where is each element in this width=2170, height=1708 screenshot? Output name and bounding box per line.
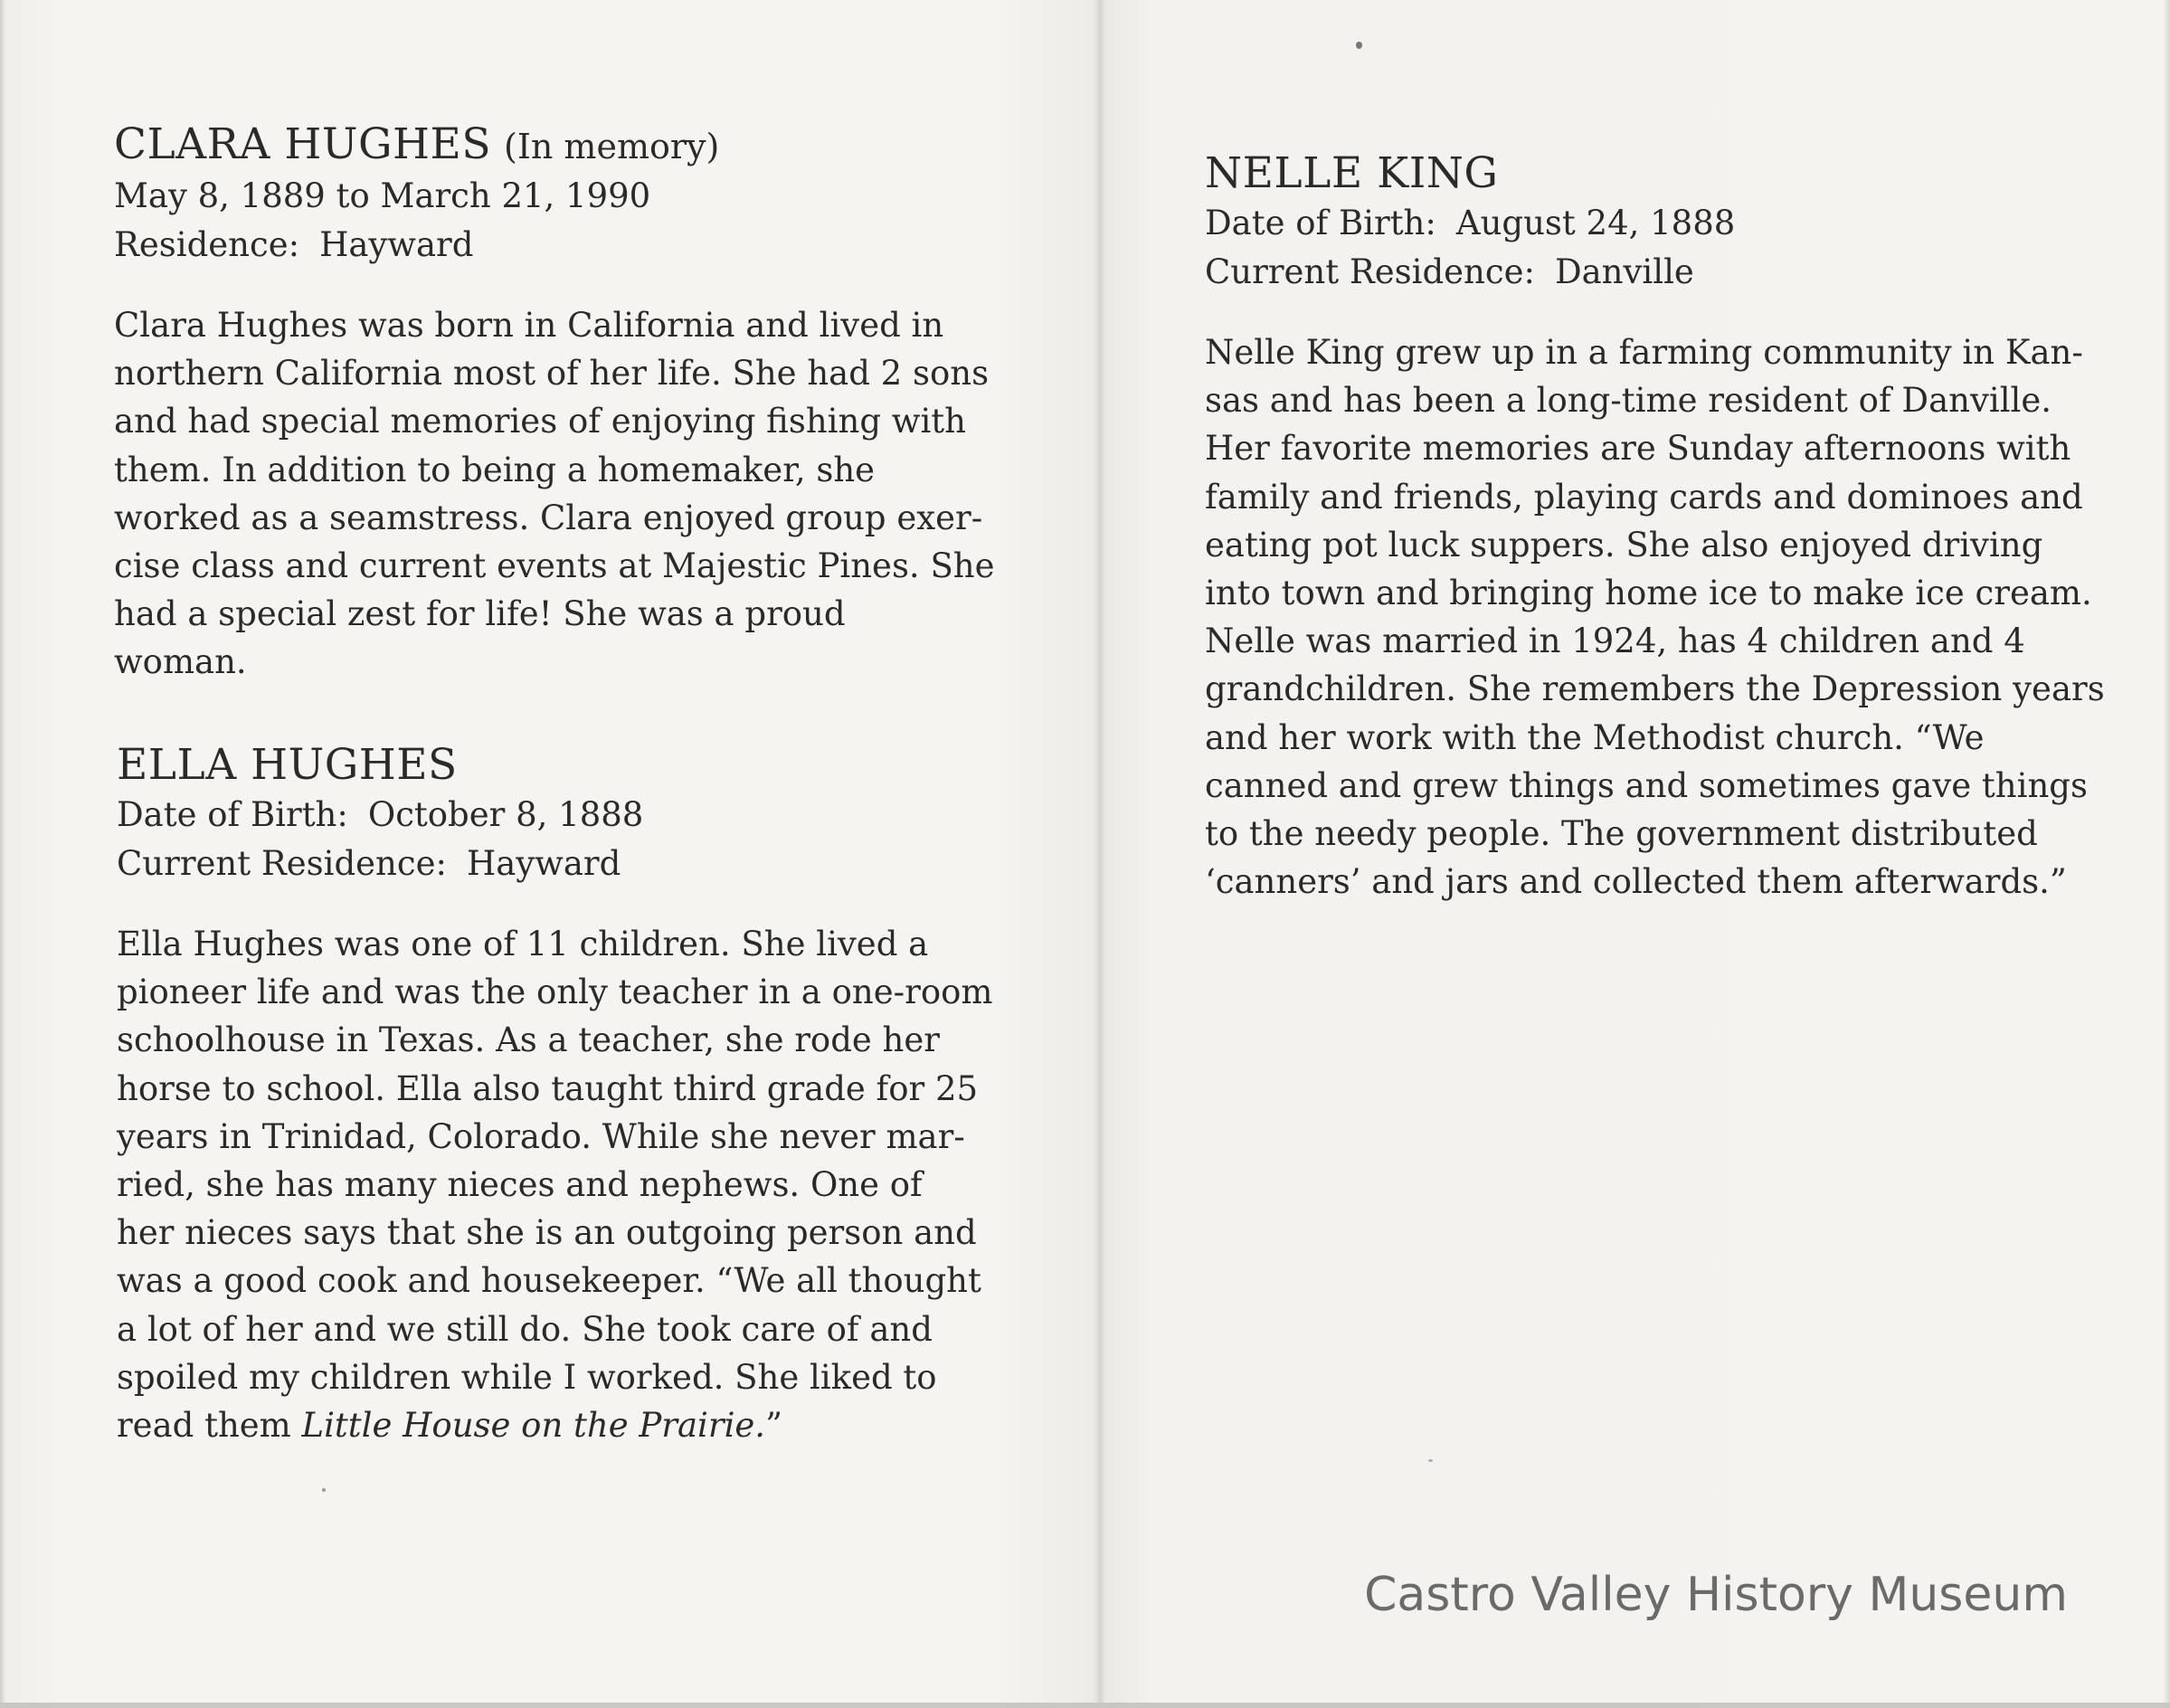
entry-name xyxy=(1205,148,2105,199)
bio-line: them. In addition to being a homemaker, she xyxy=(114,450,876,489)
bio-line: canned and grew things and sometimes gave things xyxy=(1205,765,2088,805)
left-page-edge xyxy=(0,0,5,1708)
bio-line: northern California most of her life. She had 2 sons xyxy=(114,354,990,394)
bio-line: her nieces says that she is an outgoing person and xyxy=(117,1213,977,1253)
book-title: Little House on the Prairie. xyxy=(301,1406,766,1446)
bio-line: ‘canners’ and jars and collected them afterwards.” xyxy=(1205,862,2067,902)
bio-line: cise class and current events at Majestic Pines. She xyxy=(114,546,995,586)
bio-line: horse to school. Ella also taught third grade for 25 xyxy=(117,1068,979,1108)
bio-line: ried, she has many nieces and nephews. One of xyxy=(117,1165,923,1205)
bio-line: to the needy people. The government distributed xyxy=(1205,814,2038,854)
bio-line: sas and has been a long-time resident of Danville. xyxy=(1205,381,2052,421)
paper-speck xyxy=(1356,42,1362,49)
closing-quote: ” xyxy=(765,1406,782,1446)
entry-name-text: NELLE KING xyxy=(1205,148,1499,198)
entry-name xyxy=(117,740,992,791)
bio-line: years in Trinidad, Colorado. While she never mar- xyxy=(117,1116,965,1156)
right-page-edge xyxy=(2163,0,2170,1708)
dates-text: May 8, 1889 to March 21, 1990 xyxy=(114,176,651,215)
bio-line-prefix: read them xyxy=(117,1406,302,1446)
birth-date-label: Date of Birth: xyxy=(1205,204,1436,242)
entry-residence xyxy=(1205,248,2105,297)
paper-speck xyxy=(322,1488,326,1492)
residence-value: Danville xyxy=(1554,252,1694,291)
bio-line: worked as a seamstress. Clara enjoyed group exer- xyxy=(114,498,983,537)
residence-value: Hayward xyxy=(466,844,621,883)
paper-speck xyxy=(1428,1459,1433,1462)
residence-label: Current Residence: xyxy=(1205,252,1535,291)
entry-biography xyxy=(1205,328,2105,906)
birth-date-value: August 24, 1888 xyxy=(1455,204,1736,242)
bio-line: had a special zest for life! She was a proud xyxy=(114,594,846,634)
entry-dates xyxy=(114,172,995,221)
bio-line: schoolhouse in Texas. As a teacher, she rode her xyxy=(117,1020,940,1060)
bio-line: Clara Hughes was born in California and lived in xyxy=(114,306,944,345)
bio-line: Nelle was married in 1924, has 4 children and 4 xyxy=(1205,622,2025,661)
entry-birth-date xyxy=(1205,199,2105,248)
bio-line: into town and bringing home ice to make ice cream. xyxy=(1205,574,2092,613)
museum-watermark: Castro Valley History Museum xyxy=(1364,1568,2068,1622)
entry-name xyxy=(114,119,995,172)
entry-residence xyxy=(114,221,995,270)
entry-nelle-king xyxy=(1205,148,2105,906)
residence-label: Current Residence: xyxy=(117,844,447,883)
entry-name-text: ELLA HUGHES xyxy=(117,740,458,790)
entry-name-text: CLARA HUGHES xyxy=(114,119,492,169)
bio-line: a lot of her and we still do. She took care of and xyxy=(117,1309,933,1349)
bio-line: eating pot luck suppers. She also enjoyed driving xyxy=(1205,525,2043,565)
entry-clara-hughes xyxy=(114,119,995,687)
entry-ella-hughes xyxy=(117,740,992,1449)
birth-date-label: Date of Birth: xyxy=(117,795,348,834)
page-gutter xyxy=(1092,0,1106,1708)
bottom-page-edge xyxy=(0,1703,2170,1708)
bio-line: spoiled my children while I worked. She liked to xyxy=(117,1357,937,1397)
bio-line: woman. xyxy=(114,642,247,682)
entry-biography xyxy=(114,301,995,687)
bio-line xyxy=(117,1401,992,1449)
residence-value: Hayward xyxy=(319,225,474,264)
entry-biography xyxy=(117,920,992,1449)
bio-line: Nelle King grew up in a farming community in Kan- xyxy=(1205,333,2083,372)
bio-line: Her favorite memories are Sunday afternoons with xyxy=(1205,429,2071,469)
residence-label: Residence: xyxy=(114,225,300,264)
bio-line: was a good cook and housekeeper. “We all thought xyxy=(117,1261,981,1301)
bio-line: family and friends, playing cards and dominoes and xyxy=(1205,477,2083,517)
bio-line: and her work with the Methodist church. “We xyxy=(1205,717,1985,757)
bio-line: grandchildren. She remembers the Depression years xyxy=(1205,669,2105,709)
birth-date-value: October 8, 1888 xyxy=(367,795,644,834)
entry-residence xyxy=(117,840,992,888)
entry-birth-date xyxy=(117,791,992,840)
bio-line: and had special memories of enjoying fishing with xyxy=(114,402,966,441)
bio-line: pioneer life and was the only teacher in a one-room xyxy=(117,973,993,1012)
bio-line: Ella Hughes was one of 11 children. She lived a xyxy=(117,925,929,963)
in-memory-note: (In memory) xyxy=(504,127,720,166)
